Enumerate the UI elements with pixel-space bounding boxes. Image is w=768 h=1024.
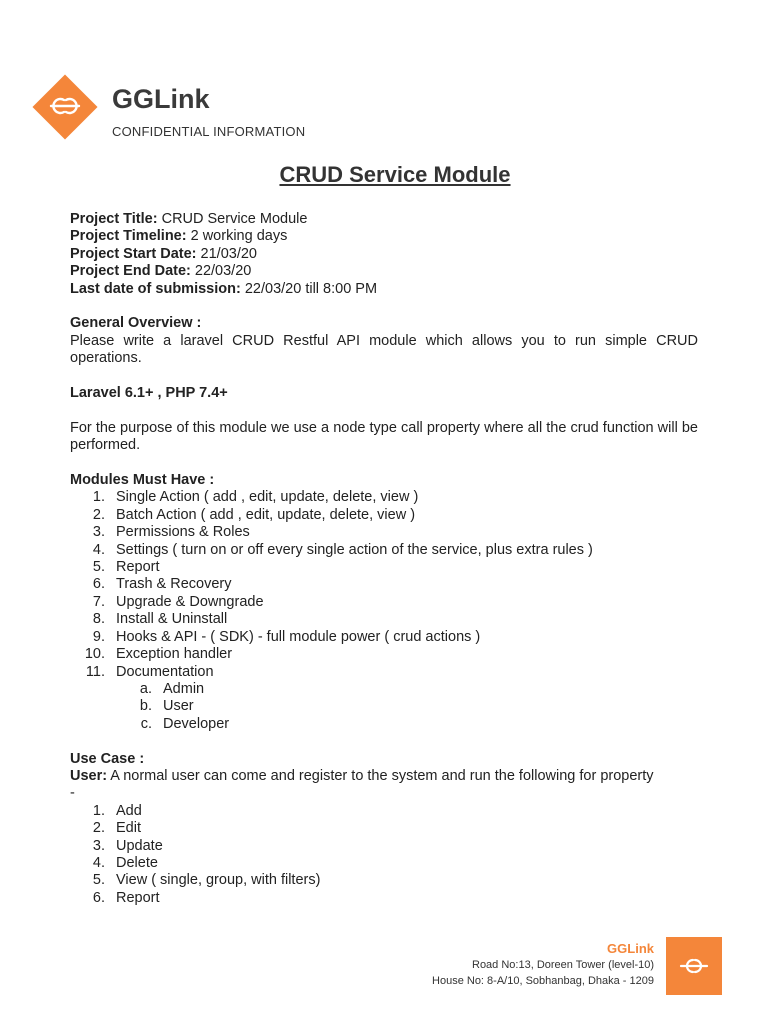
purpose-text: For the purpose of this module we use a node type call property where all the crud function will be performed. — [70, 419, 698, 454]
overview-text: Please write a laravel CRUD Restful API module which allows you to run simple CRUD operations. — [70, 332, 698, 367]
detail-row — [70, 211, 698, 228]
detail-value: 2 working days — [190, 228, 288, 245]
overview-heading: General Overview : — [70, 315, 202, 332]
list-item: 10. Exception handler — [84, 646, 233, 663]
list-item: 1. Add — [92, 802, 142, 819]
list-item: 4. Settings ( turn on or off every single action of the service, plus extra rules ) — [92, 541, 593, 558]
list-item: a. Admin — [139, 680, 205, 697]
gglink-logo-icon — [43, 90, 87, 122]
detail-label: Project Timeline: — [70, 228, 187, 245]
detail-value: 22/03/20 till 8:00 PM — [244, 280, 378, 297]
detail-label: Project End Date: — [70, 263, 191, 280]
list-item: 5. Report — [92, 559, 160, 576]
detail-row — [70, 246, 698, 263]
list-item: 2. Batch Action ( add , edit, update, delete, view ) — [92, 506, 416, 523]
modules-heading: Modules Must Have : — [70, 472, 215, 489]
detail-label: Project Title: — [70, 211, 158, 227]
detail-row — [70, 263, 698, 280]
list-item: 6. Report — [92, 889, 160, 906]
requirements-text: Laravel 6.1+ , PHP 7.4+ — [70, 385, 228, 402]
documentation-sublist — [70, 681, 698, 733]
list-item: b. User — [139, 698, 194, 715]
detail-value: 21/03/20 — [200, 245, 257, 262]
brand-name: GGLink — [112, 84, 210, 114]
footer-address-line2: House No: 8-A/10, Sobhanbag, Dhaka - 1209 — [432, 975, 654, 987]
list-item: 6. Trash & Recovery — [92, 576, 232, 593]
list-item: c. Developer — [140, 715, 230, 732]
use-case-dash: - — [70, 785, 75, 802]
user-text: A normal user can come and register to the system and run the following for property — [107, 767, 654, 784]
list-item: 11. Documentation — [85, 663, 214, 680]
list-item: 4. Delete — [92, 854, 158, 871]
use-case-list — [70, 803, 698, 907]
detail-row — [70, 281, 698, 298]
use-case-heading: Use Case : — [70, 750, 145, 767]
list-item: 2. Edit — [92, 820, 141, 837]
gglink-logo-icon — [672, 953, 716, 979]
list-item: 9. Hooks & API - ( SDK) - full module power ( crud actions ) — [92, 628, 481, 645]
use-case-user — [70, 768, 698, 785]
list-item: 1. Single Action ( add , edit, update, delete, view ) — [92, 489, 419, 506]
document-body — [70, 211, 698, 907]
list-item: 3. Permissions & Roles — [92, 524, 250, 541]
detail-value: CRUD Service Module — [161, 211, 308, 227]
brand-subtitle: CONFIDENTIAL INFORMATION — [112, 124, 306, 139]
list-item: 3. Update — [92, 837, 163, 854]
modules-list — [70, 489, 698, 680]
detail-row — [70, 228, 698, 245]
user-label: User: — [70, 767, 108, 784]
document-title: CRUD Service Module — [279, 162, 511, 187]
list-item: 5. View ( single, group, with filters) — [92, 872, 321, 889]
footer-address-line1: Road No:13, Doreen Tower (level-10) — [472, 959, 654, 971]
list-item: 8. Install & Uninstall — [92, 611, 228, 628]
detail-label: Project Start Date: — [70, 245, 197, 262]
list-item: 7. Upgrade & Downgrade — [92, 593, 264, 610]
detail-label: Last date of submission: — [70, 280, 241, 297]
footer-brand: GGLink — [607, 941, 654, 956]
project-details — [70, 211, 698, 298]
detail-value: 22/03/20 — [194, 263, 252, 280]
